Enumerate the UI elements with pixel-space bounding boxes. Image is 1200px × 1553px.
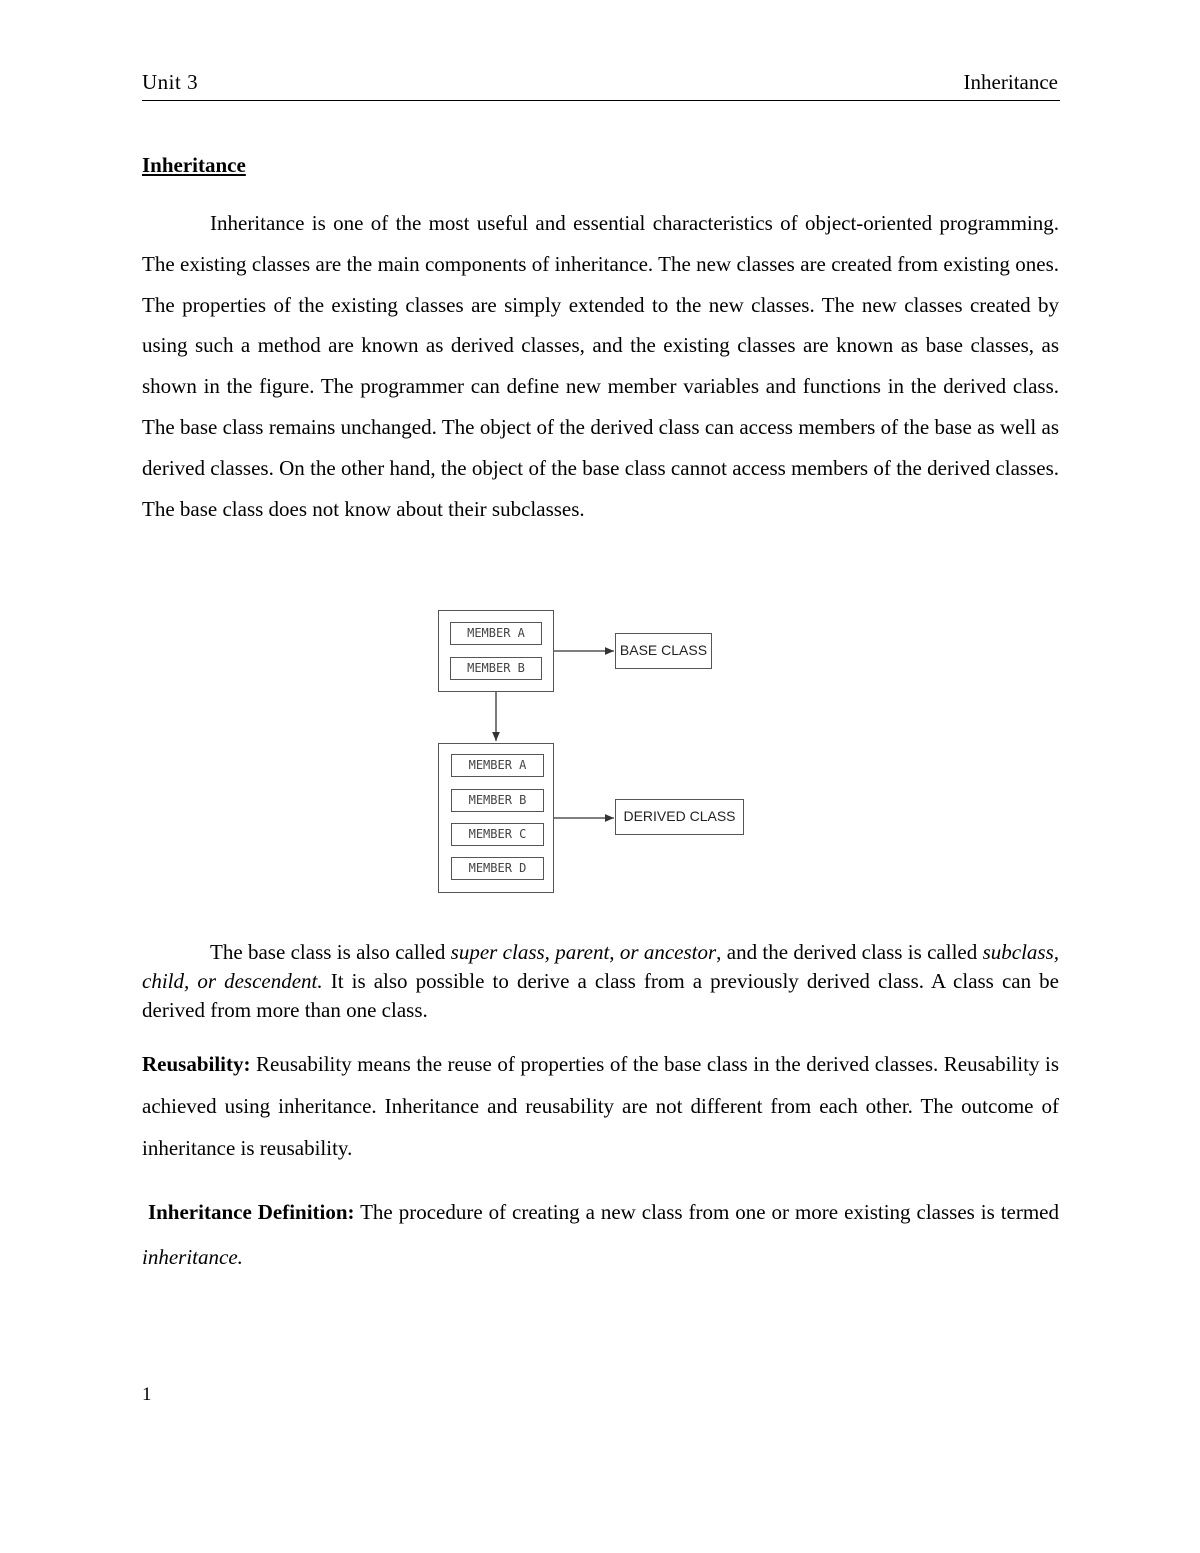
page-number: 1	[142, 1384, 152, 1405]
reusability-paragraph	[142, 1043, 1059, 1169]
definition-italic: inheritance.	[142, 1245, 243, 1269]
definition-term: Inheritance Definition:	[147, 1200, 355, 1224]
inheritance-diagram	[420, 600, 780, 900]
para2-italic-2: subclass, child, or descendent.	[142, 940, 1060, 993]
intro-paragraph: Inheritance is one of the most useful and essential characteristics of object-oriented programming. The existing classes are the main components of inheritance. The new classes are created from existing ones. The properties of the existing classes are simply extended to the new classes. The new classes created by using such a method are known as derived classes, and the existing classes are known as base classes, as shown in the figure. The programmer can define new member variables and functions in the derived class. The base class remains unchanged. The object of the derived class can access members of the base as well as derived classes. On the other hand, the object of the base class cannot access members of the derived classes. The base class does not know about their subclasses.	[142, 211, 1059, 521]
derived-member-c: MEMBER C	[451, 823, 544, 846]
base-member-a: MEMBER A	[450, 622, 542, 645]
definition-paragraph	[142, 1190, 1059, 1280]
para2-text-3: It is also possible to derive a class from a previously derived class. A class can be derived from more than one class.	[142, 969, 1059, 1022]
base-class-label: BASE CLASS	[615, 633, 712, 669]
para2-text-1: The base class is also called	[210, 940, 451, 964]
derived-member-a: MEMBER A	[451, 754, 544, 777]
section-heading: Inheritance	[142, 153, 246, 177]
header-topic: Inheritance	[963, 70, 1058, 94]
page-header	[142, 70, 1060, 101]
derived-member-b: MEMBER B	[451, 789, 544, 812]
synonyms-paragraph	[142, 938, 1059, 1025]
header-unit: Unit 3	[142, 70, 199, 94]
base-member-b: MEMBER B	[450, 657, 542, 680]
definition-text: The procedure of creating a new class from one or more existing classes is termed	[354, 1200, 1060, 1224]
reusability-term: Reusability:	[142, 1052, 251, 1076]
para2-text-2: , and the derived class is called	[716, 940, 983, 964]
derived-member-d: MEMBER D	[451, 857, 544, 880]
para2-italic-1: super class, parent, or ancestor	[450, 940, 717, 964]
derived-class-label: DERIVED CLASS	[615, 799, 744, 835]
reusability-text: Reusability means the reuse of properties of the base class in the derived classes. Reusability is achieved using inheritance. Inheritance and reusability are not different from each other. The outcome of inheritance is reusability.	[142, 1052, 1059, 1160]
